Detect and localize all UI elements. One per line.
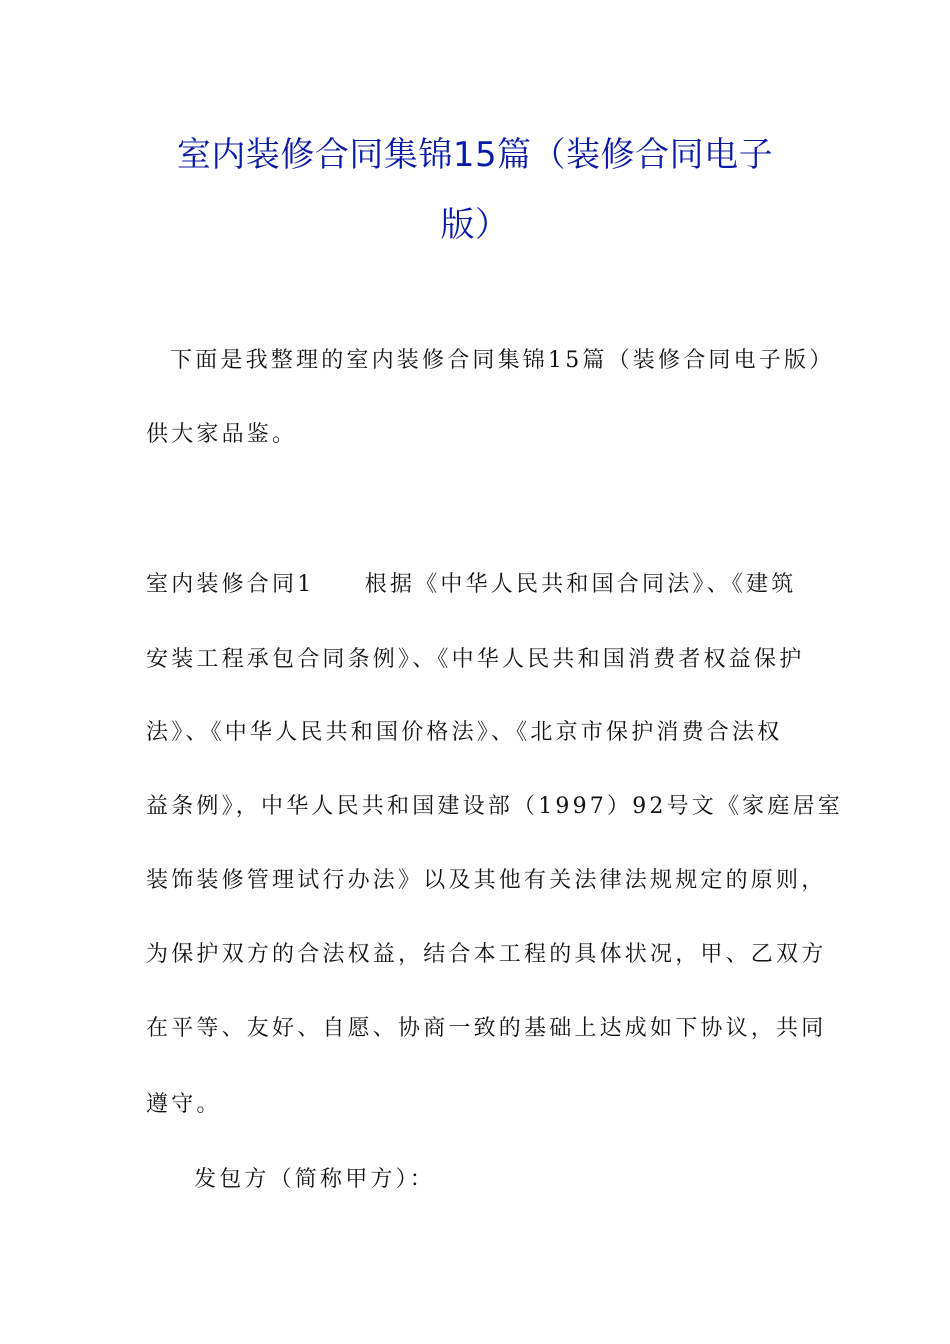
body-line-3: 法》、《中华人民共和国价格法》、《北京市保护消费合法权: [146, 720, 783, 745]
intro-line-1: 下面是我整理的室内装修合同集锦15篇（装修合同电子版）: [170, 348, 835, 373]
document-title-line-2: 版）: [440, 205, 510, 245]
document-title-line-1: 室内装修合同集锦15篇（装修合同电子: [176, 135, 774, 175]
body-line-5: 装饰装修管理试行办法》以及其他有关法律法规规定的原则，: [146, 868, 827, 893]
body-line-7: 在平等、友好、自愿、协商一致的基础上达成如下协议，共同: [146, 1016, 827, 1041]
body-line-2: 安装工程承包合同条例》、《中华人民共和国消费者权益保护: [146, 647, 805, 672]
intro-line-2: 供大家品鉴。: [146, 422, 298, 447]
party-label: 发包方（简称甲方）：: [194, 1167, 436, 1192]
body-line-8: 遵守。: [146, 1092, 222, 1117]
body-line-6: 为保护双方的合法权益，结合本工程的具体状况，甲、乙双方: [146, 942, 827, 967]
body-line-4: 益条例》，中华人民共和国建设部（1997）92号文《家庭居室: [146, 794, 843, 819]
body-line-1: 室内装修合同1 根据《中华人民共和国合同法》、《建筑: [146, 572, 797, 597]
